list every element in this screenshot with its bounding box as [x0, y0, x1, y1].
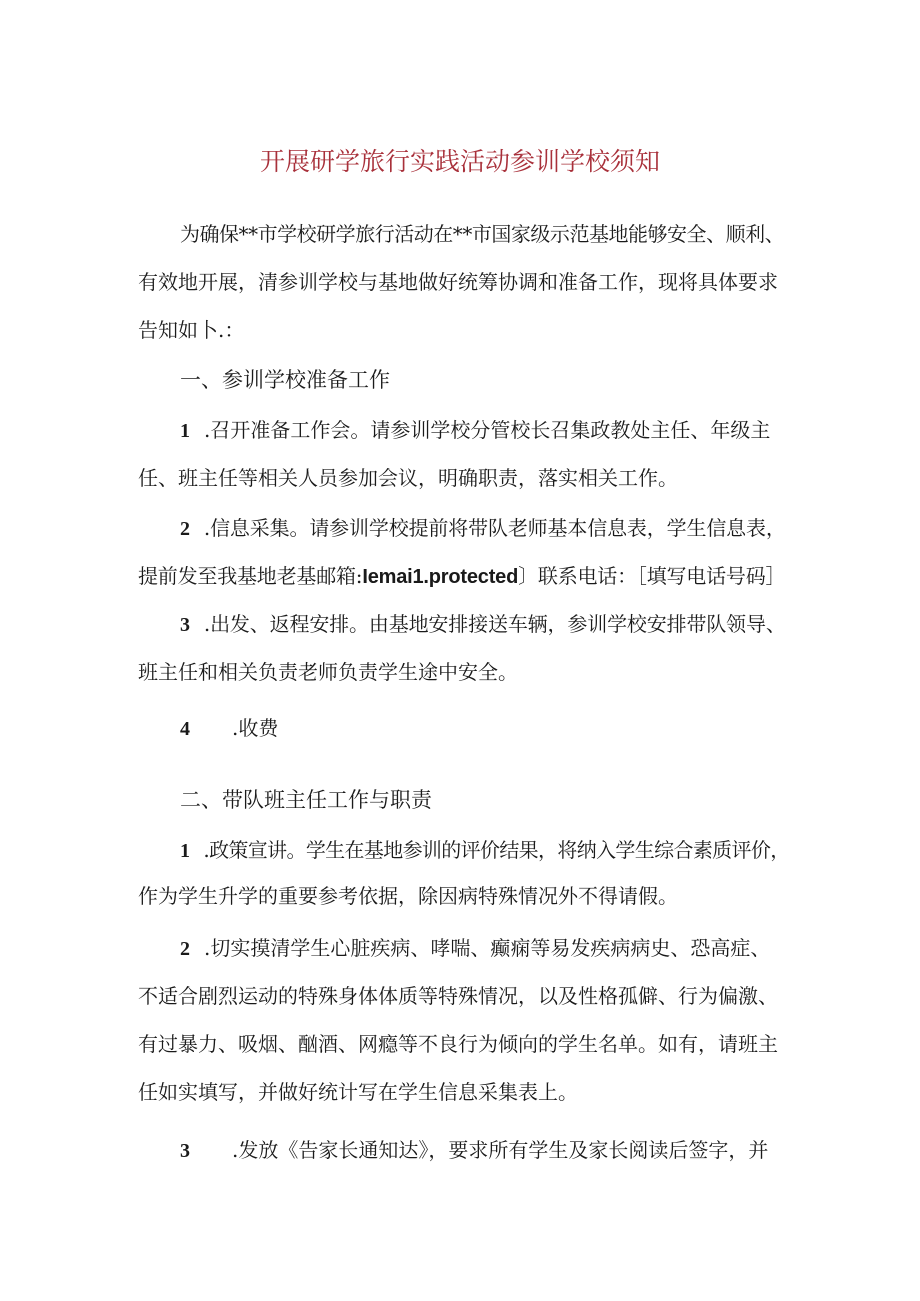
s1-item-4-number: 4 [180, 718, 190, 740]
s1-item-3-line-2: 班主任和相关负责老师负责学生途中安全。 [138, 660, 518, 684]
s2-item-3-number: 3 [180, 1140, 190, 1162]
s2-item-1-text: .政策宣讲。学生在基地参训的评价结果，将纳入学生综合素质评价， [203, 838, 790, 862]
s2-item-1-number: 1 [180, 840, 190, 862]
s2-item-2-number: 2 [180, 938, 190, 960]
s2-item-3-line-1 [180, 1136, 768, 1165]
intro-line-2: 有效地开展，清参训学校与基地做好统筹协调和准备工作，现将具体要求 [138, 270, 778, 294]
s1-item-2-number: 2 [180, 518, 190, 540]
s2-item-2-text: .切实摸清学生心脏疾病、哮喘、癫痫等易发疾病病史、恐高症、 [204, 936, 771, 960]
s1-item-3-number: 3 [180, 614, 190, 636]
s1-item-3-text: .出发、返程安排。由基地安排接送车辆，参训学校安排带队领导、 [203, 612, 786, 636]
page-title: 开展研学旅行实践活动参训学校须知 [259, 147, 660, 176]
s1-item-4-line-1 [180, 714, 278, 743]
s1-item-1-line-1 [180, 416, 770, 445]
s1-item-2-email-label: 提前发至我基地老基邮箱: [138, 564, 363, 588]
s2-item-2-line-4: 任如实填写，并做好统计写在学生信息采集表上。 [138, 1080, 578, 1104]
s2-item-1-line-1 [180, 836, 790, 865]
intro-line-1: 为确保**市学校研学旅行活动在**市国家级示范基地能够安全、顺利、 [180, 222, 785, 246]
s1-item-2-phone: 〕联系电话：［填写电话号码］ [518, 564, 786, 588]
s1-item-1-text: .召开准备工作会。请参训学校分管校长召集政教处主任、年级主 [204, 418, 771, 442]
s2-item-3-text: .发放《告家长通知达》，要求所有学生及家长阅读后签字，并 [232, 1138, 769, 1162]
intro-line-3: 告知如卜.： [138, 318, 245, 342]
s2-item-2-line-3: 有过暴力、吸烟、酗酒、网瘾等不良行为倾向的学生名单。如有，请班主 [138, 1032, 778, 1056]
section-1-heading: 一、参训学校准备工作 [180, 368, 390, 392]
s1-item-2-email: Iemai1.protected [362, 566, 519, 588]
s2-item-1-line-2: 作为学生升学的重要参考依据，除因病特殊情况外不得请假。 [138, 884, 678, 908]
s1-item-4-text: .收费 [232, 716, 279, 740]
s1-item-2-line-2 [138, 562, 785, 591]
s1-item-2-text: .信息采集。请参训学校提前将带队老师基本信息表，学生信息表， [203, 516, 786, 540]
section-2-heading: 二、带队班主任工作与职责 [180, 788, 432, 812]
s1-item-1-number: 1 [180, 420, 190, 442]
s1-item-3-line-1 [180, 610, 786, 639]
s2-item-2-line-2: 不适合剧烈运动的特殊身体体质等特殊情况，以及性格孤僻、行为偏激、 [138, 984, 778, 1008]
s1-item-2-line-1 [180, 514, 786, 543]
s1-item-1-line-2: 任、班主任等相关人员参加会议，明确职责，落实相关工作。 [138, 466, 678, 490]
s2-item-2-line-1 [180, 934, 770, 963]
